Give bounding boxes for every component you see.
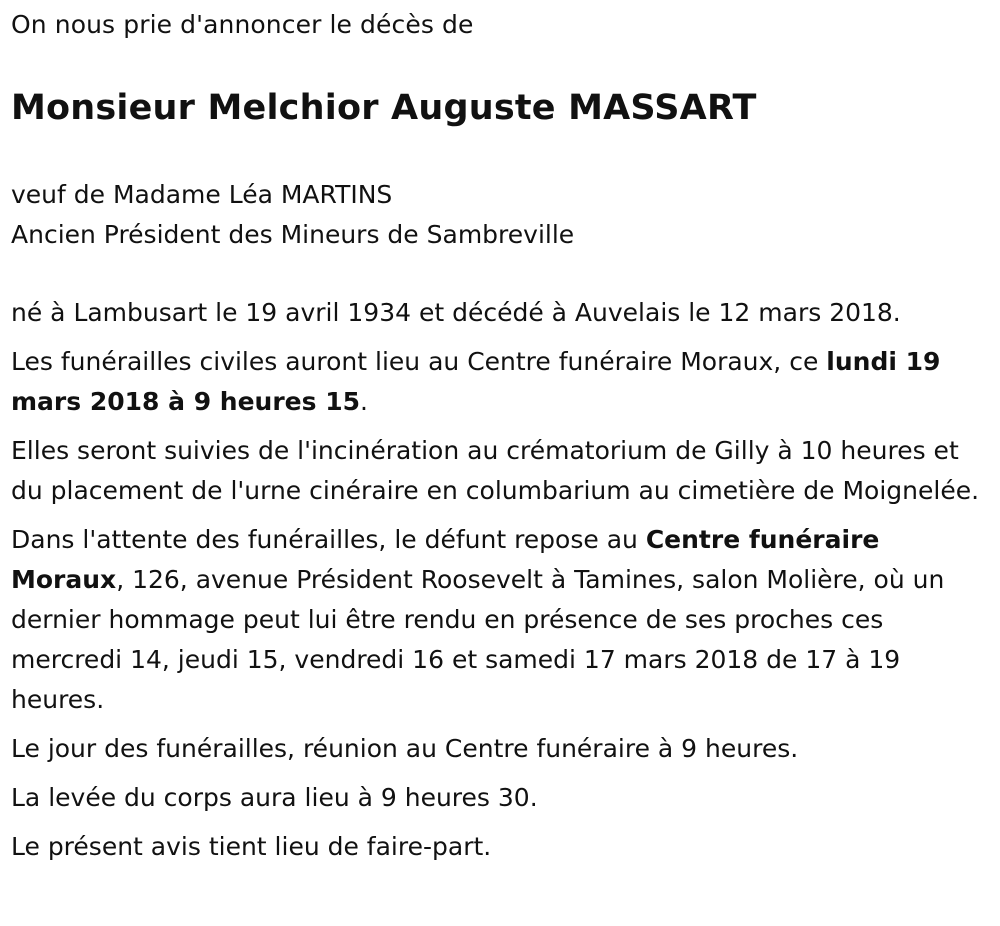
visitation-paragraph — [11, 520, 986, 720]
visitation-details: , 126, avenue Président Roosevelt à Tamines, salon Molière, où un dernier hommage peut lui être rendu en présence de ses proches ces mercredi 14, jeudi 15, vendredi 16 et samedi 17 mars 2018 de 17 à 19 heures. — [11, 565, 945, 714]
deceased-name: Monsieur Melchior Auguste MASSART — [11, 88, 757, 128]
closing-paragraph: Le présent avis tient lieu de faire-part. — [11, 832, 492, 861]
visitation-location: Centre funéraire Moraux — [11, 525, 880, 594]
funeral-date: lundi 19 mars 2018 à 9 heures 15 — [11, 347, 941, 416]
body-removal-paragraph: La levée du corps aura lieu à 9 heures 30. — [11, 783, 538, 812]
intro-line: On nous prie d'annoncer le décès de — [11, 10, 474, 39]
funeral-end: . — [360, 387, 368, 416]
visitation-text: Dans l'attente des funérailles, le défunt repose au — [11, 525, 646, 554]
widow-of-line: veuf de Madame Léa MARTINS — [11, 180, 393, 209]
meeting-paragraph: Le jour des funérailles, réunion au Centre funéraire à 9 heures. — [11, 734, 799, 763]
funeral-text: Les funérailles civiles auront lieu au Centre funéraire Moraux, ce — [11, 347, 827, 376]
cremation-paragraph: Elles seront suivies de l'incinération au crématorium de Gilly à 10 heures et du placement de l'urne cinéraire en columbarium au cimetière de Moignelée. — [11, 436, 980, 505]
deceased-details — [11, 175, 574, 255]
notice-body — [11, 293, 986, 876]
birth-death-line: né à Lambusart le 19 avril 1934 et décédé à Auvelais le 12 mars 2018. — [11, 298, 901, 327]
funeral-paragraph — [11, 342, 986, 422]
title-line: Ancien Président des Mineurs de Sambreville — [11, 220, 575, 249]
